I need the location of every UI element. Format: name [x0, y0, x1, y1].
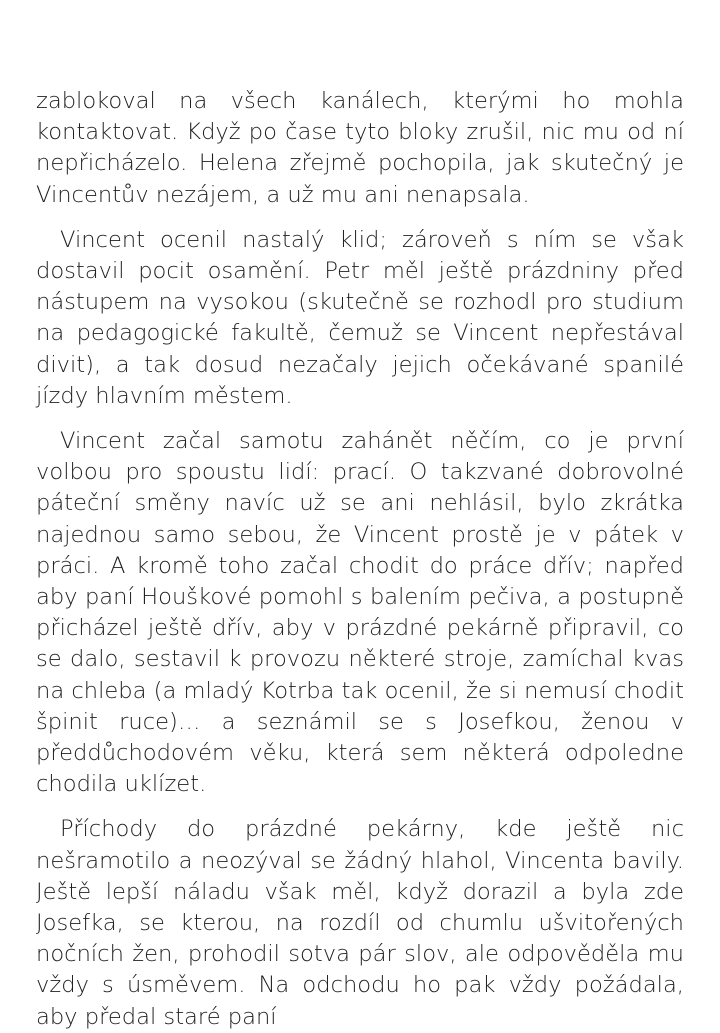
document-page	[36, 86, 684, 1033]
paragraph-1: zablokoval na všech kanálech, kterými ho mohla kontaktovat. Když po čase tyto bloky zrušil, nic mu od ní nepřicházelo. Helena zřejmě pochopila, jak skutečný je Vincentův nezájem, a už mu ani nenapsala.	[36, 88, 684, 208]
paragraph-2: Vincent ocenil nastalý klid; zároveň s ním se však dostavil pocit osamění. Petr měl ještě prázdniny před nástupem na vysokou (skutečně se rozhodl pro studium na pedagogické fakultě, čemuž se Vincent nepřestával divit), a tak dosud nezačaly jejich očekávané spanilé jízdy hlavním městem.	[36, 226, 684, 409]
paragraph-4: Příchody do prázdné pekárny, kde ještě nic nešramotilo a neozýval se žádný hlahol, Vincenta bavily. Ještě lepší náladu však měl, když dorazil a byla zde Josefka, se kterou, na rozdíl od chumlu ušvitořených nočních žen, prohodil sotva pár slov, ale odpověděla mu vždy s úsměvem. Na odchodu ho pak vždy požádala, aby předal staré paní	[36, 816, 684, 1030]
paragraph-3: Vincent začal samotu zahánět něčím, co je první volbou pro spoustu lidí: prací. O takzvané dobrovolné páteční směny navíc už se ani nehlásil, bylo zkrátka najednou samo sebou, že Vincent prostě je v pátek v práci. A kromě toho začal chodit do práce dřív; napřed aby paní Houškové pomohl s balením pečiva, a postupně přicházel ještě dřív, aby v prázdné pekárně připravil, co se dalo, sestavil k provozu některé stroje, zamíchal kvas na chleba (a mladý Kotrba tak ocenil, že si nemusí chodit špinit ruce)… a seznámil se s Josefkou, ženou v předdůchodovém věku, která sem některá odpoledne chodila uklízet.	[36, 428, 684, 798]
